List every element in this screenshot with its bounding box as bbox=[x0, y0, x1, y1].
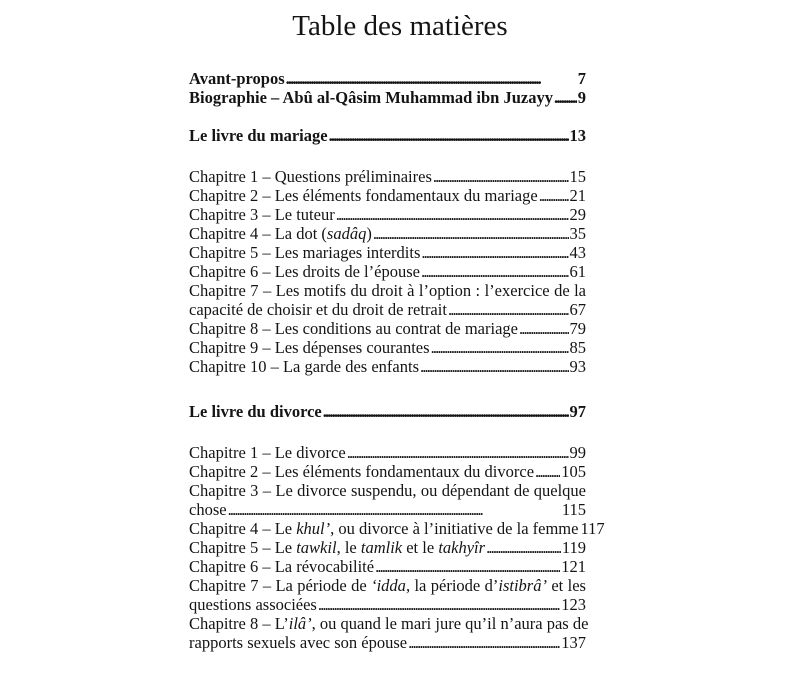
leader-dots bbox=[336, 205, 569, 224]
entry-label: chose bbox=[189, 500, 227, 519]
page-number: 97 bbox=[569, 402, 586, 421]
toc-chapter[interactable] bbox=[189, 462, 586, 481]
toc-chapter-line1[interactable]: Chapitre 8 – L’ilâ’, ou quand le mari jure qu’il n’aura pas de bbox=[189, 614, 589, 633]
toc-chapter[interactable] bbox=[189, 186, 586, 205]
leader-dots bbox=[323, 402, 569, 421]
page-number: 93 bbox=[569, 357, 586, 376]
entry-label: Chapitre 6 – Les droits de l’épouse bbox=[189, 262, 420, 281]
entry-label: Chapitre 8 – Les conditions au contrat de mariage bbox=[189, 319, 518, 338]
toc-chapter[interactable] bbox=[189, 167, 586, 186]
toc-chapter[interactable] bbox=[189, 243, 586, 262]
entry-label: Chapitre 10 – La garde des enfants bbox=[189, 357, 420, 376]
leader-dots bbox=[347, 443, 569, 462]
leader-dots bbox=[539, 186, 569, 205]
entry-label: Chapitre 1 – Questions préliminaires bbox=[189, 167, 432, 186]
page-number: 7 bbox=[577, 69, 586, 88]
page-title: Table des matières bbox=[292, 10, 508, 42]
page-number: 105 bbox=[561, 462, 586, 481]
leader-dots bbox=[433, 167, 569, 186]
entry-label: capacité de choisir et du droit de retrait bbox=[189, 300, 447, 319]
leader-dots bbox=[486, 538, 561, 557]
entry-label: Chapitre 6 – La révocabilité bbox=[189, 557, 375, 576]
page-number: 67 bbox=[569, 300, 586, 319]
leader-dots bbox=[519, 319, 569, 338]
page-number: 35 bbox=[569, 224, 586, 243]
leader-dots bbox=[228, 500, 561, 519]
page-number: 43 bbox=[569, 243, 586, 262]
toc-chapter[interactable] bbox=[189, 557, 586, 576]
leader-dots bbox=[329, 126, 569, 145]
toc-chapter[interactable] bbox=[189, 633, 586, 652]
leader-dots bbox=[373, 224, 569, 243]
toc-entry-book2[interactable] bbox=[189, 402, 586, 421]
entry-label: Chapitre 5 – Le tawkil, le tamlik et le takhyîr bbox=[189, 538, 486, 557]
page-number: 115 bbox=[561, 500, 586, 519]
entry-label: Biographie – Abû al-Qâsim Muhammad ibn Juzayy bbox=[189, 88, 553, 107]
page-number: 119 bbox=[561, 538, 586, 557]
page-number: 61 bbox=[569, 262, 586, 281]
book2-section bbox=[189, 402, 586, 421]
toc-chapter[interactable] bbox=[189, 205, 586, 224]
page-number: 13 bbox=[569, 126, 586, 145]
toc-chapter[interactable] bbox=[189, 519, 605, 538]
entry-label: Chapitre 1 – Le divorce bbox=[189, 443, 346, 462]
toc-chapter[interactable] bbox=[189, 319, 586, 338]
page-number: 137 bbox=[561, 633, 586, 652]
page-number: 79 bbox=[569, 319, 586, 338]
toc-chapter[interactable] bbox=[189, 500, 586, 519]
toc-chapter[interactable] bbox=[189, 262, 586, 281]
front-matter bbox=[189, 69, 586, 107]
page-number: 121 bbox=[561, 557, 586, 576]
book-title: Le livre du divorce bbox=[189, 402, 322, 421]
page-number: 117 bbox=[580, 519, 605, 538]
entry-label: questions associées bbox=[189, 595, 317, 614]
entry-label: Chapitre 2 – Les éléments fondamentaux du mariage bbox=[189, 186, 538, 205]
book-title: Le livre du mariage bbox=[189, 126, 328, 145]
toc-chapter-line1[interactable]: Chapitre 3 – Le divorce suspendu, ou dépendant de quelque bbox=[189, 481, 586, 500]
page-number: 85 bbox=[569, 338, 586, 357]
entry-label: Chapitre 4 – Le khul’, ou divorce à l’initiative de la femme bbox=[189, 519, 579, 538]
toc-chapter[interactable] bbox=[189, 338, 586, 357]
leader-dots bbox=[431, 338, 569, 357]
page-number: 123 bbox=[561, 595, 586, 614]
leader-dots bbox=[375, 557, 560, 576]
toc-chapter[interactable] bbox=[189, 595, 586, 614]
page-number: 15 bbox=[569, 167, 586, 186]
leader-dots bbox=[318, 595, 560, 614]
toc-chapter-line1[interactable]: Chapitre 7 – Les motifs du droit à l’option : l’exercice de la bbox=[189, 281, 586, 300]
toc-entry-biographie[interactable] bbox=[189, 88, 586, 107]
leader-dots bbox=[408, 633, 560, 652]
toc-chapter[interactable] bbox=[189, 357, 586, 376]
leader-dots bbox=[421, 243, 568, 262]
leader-dots bbox=[554, 88, 577, 107]
leader-dots bbox=[420, 357, 568, 376]
toc-chapter[interactable] bbox=[189, 443, 586, 462]
leader-dots bbox=[286, 69, 577, 88]
toc-entry-book1[interactable] bbox=[189, 126, 586, 145]
toc-chapter[interactable] bbox=[189, 224, 586, 243]
leader-dots bbox=[535, 462, 560, 481]
entry-label: Chapitre 3 – Le tuteur bbox=[189, 205, 335, 224]
leader-dots bbox=[448, 300, 569, 319]
toc-chapter[interactable] bbox=[189, 300, 586, 319]
toc-chapter-line1[interactable]: Chapitre 7 – La période de ‘idda, la période d’istibrâ’ et les bbox=[189, 576, 586, 595]
page-number: 9 bbox=[577, 88, 586, 107]
entry-label: Chapitre 5 – Les mariages interdits bbox=[189, 243, 421, 262]
leader-dots bbox=[421, 262, 569, 281]
entry-label: rapports sexuels avec son épouse bbox=[189, 633, 408, 652]
entry-label: Chapitre 4 – La dot (sadâq) bbox=[189, 224, 372, 243]
book1-chapters bbox=[189, 167, 586, 376]
toc-chapter[interactable] bbox=[189, 538, 586, 557]
entry-label: Chapitre 9 – Les dépenses courantes bbox=[189, 338, 430, 357]
entry-label: Avant-propos bbox=[189, 69, 285, 88]
entry-label: Chapitre 2 – Les éléments fondamentaux du divorce bbox=[189, 462, 535, 481]
toc-entry-avant-propos[interactable] bbox=[189, 69, 586, 88]
book1-section bbox=[189, 126, 586, 145]
page-number: 21 bbox=[569, 186, 586, 205]
book2-chapters bbox=[189, 443, 605, 652]
page-number: 99 bbox=[569, 443, 586, 462]
page-number: 29 bbox=[569, 205, 586, 224]
